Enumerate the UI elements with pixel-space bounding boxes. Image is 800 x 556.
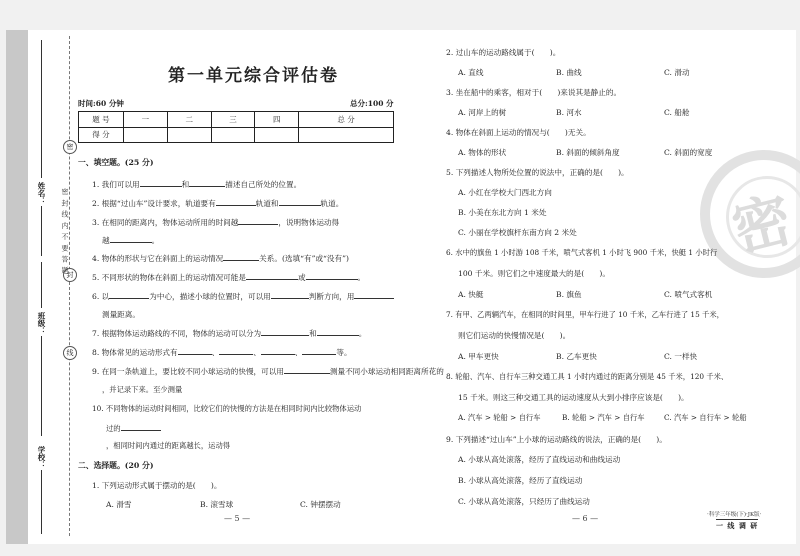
score-header-cell: 四: [255, 112, 299, 128]
q-text: 轨道和: [255, 199, 279, 208]
choice-question-4: 4. 物体在斜面上运动的情况与( )无关。: [446, 128, 591, 137]
fill-question-1: [92, 179, 301, 190]
q-text: 为中心，描述小球的位置时，可以用: [149, 292, 271, 301]
q-text: 等。: [336, 348, 352, 357]
option-b[interactable]: B. 旗鱼: [556, 290, 582, 299]
answer-blank[interactable]: [219, 347, 253, 355]
answer-blank[interactable]: [109, 291, 149, 299]
score-header-cell: 三: [211, 112, 255, 128]
answer-blank[interactable]: [121, 423, 161, 431]
option-b[interactable]: B. 小美在东北方向 1 米处: [458, 208, 547, 217]
option-c[interactable]: C. 喷气式客机: [664, 290, 713, 299]
q-text: 、: [253, 348, 261, 357]
option-a[interactable]: A. 河岸上的树: [458, 108, 507, 117]
answer-blank[interactable]: [140, 179, 182, 187]
answer-blank[interactable]: [306, 272, 358, 280]
school-label: 学校：: [37, 446, 46, 469]
option-a[interactable]: A. 甲车更快: [458, 352, 499, 361]
score-header-cell: 题 号: [79, 112, 124, 128]
fill-question-10: [92, 404, 361, 414]
brand-label: 一 线 调 研: [716, 521, 759, 530]
q-text: 或: [297, 273, 306, 282]
q-text: 2. 根据“过山车”设计要求，轨道要有: [92, 199, 216, 208]
q-text: 7. 根据物体运动路线的不同，物体的运动可以分为: [92, 329, 262, 338]
class-line: [41, 262, 42, 308]
fill-question-5: [92, 272, 365, 283]
option-c[interactable]: C. 钟摆摆动: [300, 500, 341, 509]
page-number-left: — 5 —: [224, 514, 251, 523]
score-header-cell: 二: [167, 112, 211, 128]
seal-hole-2: 封: [63, 268, 77, 282]
score-header-cell: 一: [124, 112, 168, 128]
q-text: 9. 在同一条轨道上，要比较不同小球运动的快慢，可以用: [92, 367, 284, 376]
name-label: 姓名：: [37, 182, 46, 205]
choice-question-1: 1. 下列运动形式属于摆动的是( )。: [92, 481, 222, 490]
score-row-label: 得 分: [79, 127, 124, 143]
q-text: 和: [181, 180, 190, 189]
choice-question-2: 2. 过山车的运动路线属于( )。: [446, 48, 561, 57]
fill-question-3: [92, 217, 339, 228]
q-text: 描述自己所处的位置。: [225, 180, 302, 189]
answer-blank[interactable]: [110, 235, 152, 243]
answer-blank[interactable]: [284, 366, 330, 374]
option-b[interactable]: B. 斜面的倾斜角度: [556, 148, 620, 157]
answer-blank[interactable]: [246, 272, 298, 280]
answer-blank[interactable]: [302, 347, 336, 355]
fill-question-3-cont: [102, 235, 159, 246]
q-text: 4. 物体的形状与它在斜面上的运动情况: [92, 254, 224, 263]
seal-hole-3: 线: [63, 346, 77, 360]
score-cell[interactable]: [124, 127, 168, 143]
q-text: 过的: [106, 424, 121, 433]
q-text: 测量不同小球运动相同距离所花的: [329, 367, 444, 376]
score-header-cell: 总 分: [299, 112, 394, 128]
fill-question-6-cont: [102, 309, 140, 320]
option-a[interactable]: A. 直线: [458, 68, 484, 77]
total-score-label: 总分:100 分: [350, 99, 394, 108]
option-c[interactable]: C. 汽车 > 自行车 > 轮船: [664, 413, 747, 422]
answer-blank[interactable]: [261, 328, 309, 336]
seal-line: [69, 36, 70, 536]
seal-notice: 密 封 线 内 不 要 答 题: [61, 188, 69, 275]
section-1-heading: 一、填空题。(25 分): [78, 158, 154, 167]
option-b[interactable]: B. 滚雪球: [200, 500, 234, 509]
fill-question-6: [92, 291, 394, 302]
q-text: 、: [211, 348, 220, 357]
answer-blank[interactable]: [189, 179, 225, 187]
q-text: 10. 不同物体的运动时间相同，比较它们的快慢的方法是在相同时间内比较物体运动: [92, 404, 362, 413]
q-text: 5. 不同形状的物体在斜面上的运动情况可能是: [92, 273, 246, 282]
choice-question-8-cont: 15 千米。则这三种交通工具的运动速度从大到小排序应该是( )。: [458, 393, 689, 402]
choice-question-6-cont: 100 千米。则它们之中速度最大的是( )。: [458, 269, 610, 278]
fill-question-8: [92, 347, 352, 358]
page-number-right: — 6 —: [572, 514, 599, 523]
q-text: 、: [294, 348, 303, 357]
series-label: ·科学三年级(下)·JK版·: [707, 512, 762, 518]
option-c[interactable]: C. 一样快: [664, 352, 698, 361]
seal-stamp-char: 密: [725, 184, 799, 265]
q-text: 。: [151, 236, 160, 245]
q-text: 1. 我们可以用: [92, 180, 140, 189]
name-line: [41, 40, 42, 178]
option-c[interactable]: C. 船舱: [664, 108, 690, 117]
option-b[interactable]: B. 乙车更快: [556, 352, 597, 361]
answer-blank[interactable]: [223, 253, 259, 261]
q-text: ，说明物体运动得: [278, 218, 340, 227]
class-label: 班级：: [37, 312, 46, 335]
option-a[interactable]: A. 快艇: [458, 290, 484, 299]
fill-question-9: [92, 366, 444, 377]
option-c[interactable]: C. 小丽在学校旗杆东南方向 2 米处: [458, 228, 577, 237]
q-text: 6. 以: [92, 292, 110, 301]
answer-blank[interactable]: [238, 217, 278, 225]
choice-question-5: 5. 下列描述人物所处位置的说法中，正确的是( )。: [446, 168, 629, 177]
page-title: 第一单元综合评估卷: [168, 66, 339, 86]
choice-question-7: 7. 有甲、乙两辆汽车，在相同的时间里，甲车行进了 10 千米，乙车行进了 15 千米，: [446, 310, 724, 319]
q-text: ，并记录下来。至少测量: [102, 385, 183, 394]
fill-question-7: [92, 328, 366, 339]
q-text: 。: [358, 329, 367, 338]
option-c[interactable]: C. 滑动: [664, 68, 690, 77]
fill-question-2: [92, 198, 343, 209]
name-line-2: [41, 206, 42, 256]
time-label: 时间:60 分钟: [78, 99, 124, 108]
answer-blank[interactable]: [317, 328, 359, 336]
q-text: ，相同时间内通过的距离越长，运动得: [106, 441, 231, 450]
answer-blank[interactable]: [271, 291, 309, 299]
choice-question-3: 3. 坐在船中的乘客，相对于( )来说其是静止的。: [446, 88, 622, 97]
q-text: 关系。(选填“有”或“没有”): [259, 254, 349, 263]
score-table: [78, 111, 394, 143]
class-line-2: [41, 336, 42, 436]
q-text: 8. 物体常见的运动形式有: [92, 348, 178, 357]
school-line: [41, 470, 42, 534]
q-text: 测量距离。: [102, 310, 140, 319]
option-c[interactable]: C. 斜面的宽度: [664, 148, 713, 157]
choice-question-9: 9. 下列描述“过山车”上小球的运动路线的说法，正确的是( )。: [446, 435, 667, 444]
option-a[interactable]: A. 小红在学校大门西北方向: [458, 188, 552, 197]
q-text: 和: [309, 329, 317, 338]
fill-question-10-cont: [106, 423, 161, 434]
q-text: 3. 在相同的距离内，物体运动所用的时间越: [92, 218, 239, 227]
binding-strip: [6, 30, 28, 544]
q-text: 判断方向，用: [308, 292, 355, 301]
choice-question-8: 8. 轮船、汽车、自行车三种交通工具 1 小时内通过的距离分别是 45 千米，120 千米、: [446, 372, 729, 381]
score-cell[interactable]: [167, 127, 211, 143]
seal-hole-1: 密: [63, 140, 77, 154]
score-cell[interactable]: [255, 127, 299, 143]
answer-blank[interactable]: [354, 291, 394, 299]
answer-blank[interactable]: [261, 347, 295, 355]
q-text: 轨道。: [320, 199, 344, 208]
score-cell[interactable]: [211, 127, 255, 143]
option-b[interactable]: B. 轮船 > 汽车 > 自行车: [562, 413, 645, 422]
option-b[interactable]: B. 河水: [556, 108, 582, 117]
option-c[interactable]: C. 小球从高处滚落，只经历了曲线运动: [458, 497, 590, 506]
option-b[interactable]: B. 曲线: [556, 68, 582, 77]
answer-blank[interactable]: [216, 198, 256, 206]
answer-blank[interactable]: [178, 347, 212, 355]
section-2-heading: 二、选择题。(20 分): [78, 461, 154, 470]
score-cell[interactable]: [299, 127, 394, 143]
q-text: 越: [102, 236, 110, 245]
fill-question-10-cont-2: [106, 441, 230, 451]
q-text: 。: [357, 273, 366, 282]
option-b[interactable]: B. 小球从高处滚落，经历了直线运动: [458, 476, 583, 485]
fill-question-4: [92, 253, 349, 264]
fill-question-9-cont: [102, 385, 182, 395]
choice-question-6: 6. 水中的旗鱼 1 小时游 108 千米，喷气式客机 1 小时飞 900 千米，快艇 1 小时行: [446, 248, 718, 257]
answer-blank[interactable]: [279, 198, 321, 206]
option-a[interactable]: A. 滑雪: [106, 500, 132, 509]
option-a[interactable]: A. 汽车 > 轮船 > 自行车: [458, 413, 541, 422]
choice-question-7-cont: 则它们运动的快慢情况是( )。: [458, 331, 571, 340]
option-a[interactable]: A. 小球从高处滚落，经历了直线运动和曲线运动: [458, 455, 621, 464]
option-a[interactable]: A. 物体的形状: [458, 148, 507, 157]
